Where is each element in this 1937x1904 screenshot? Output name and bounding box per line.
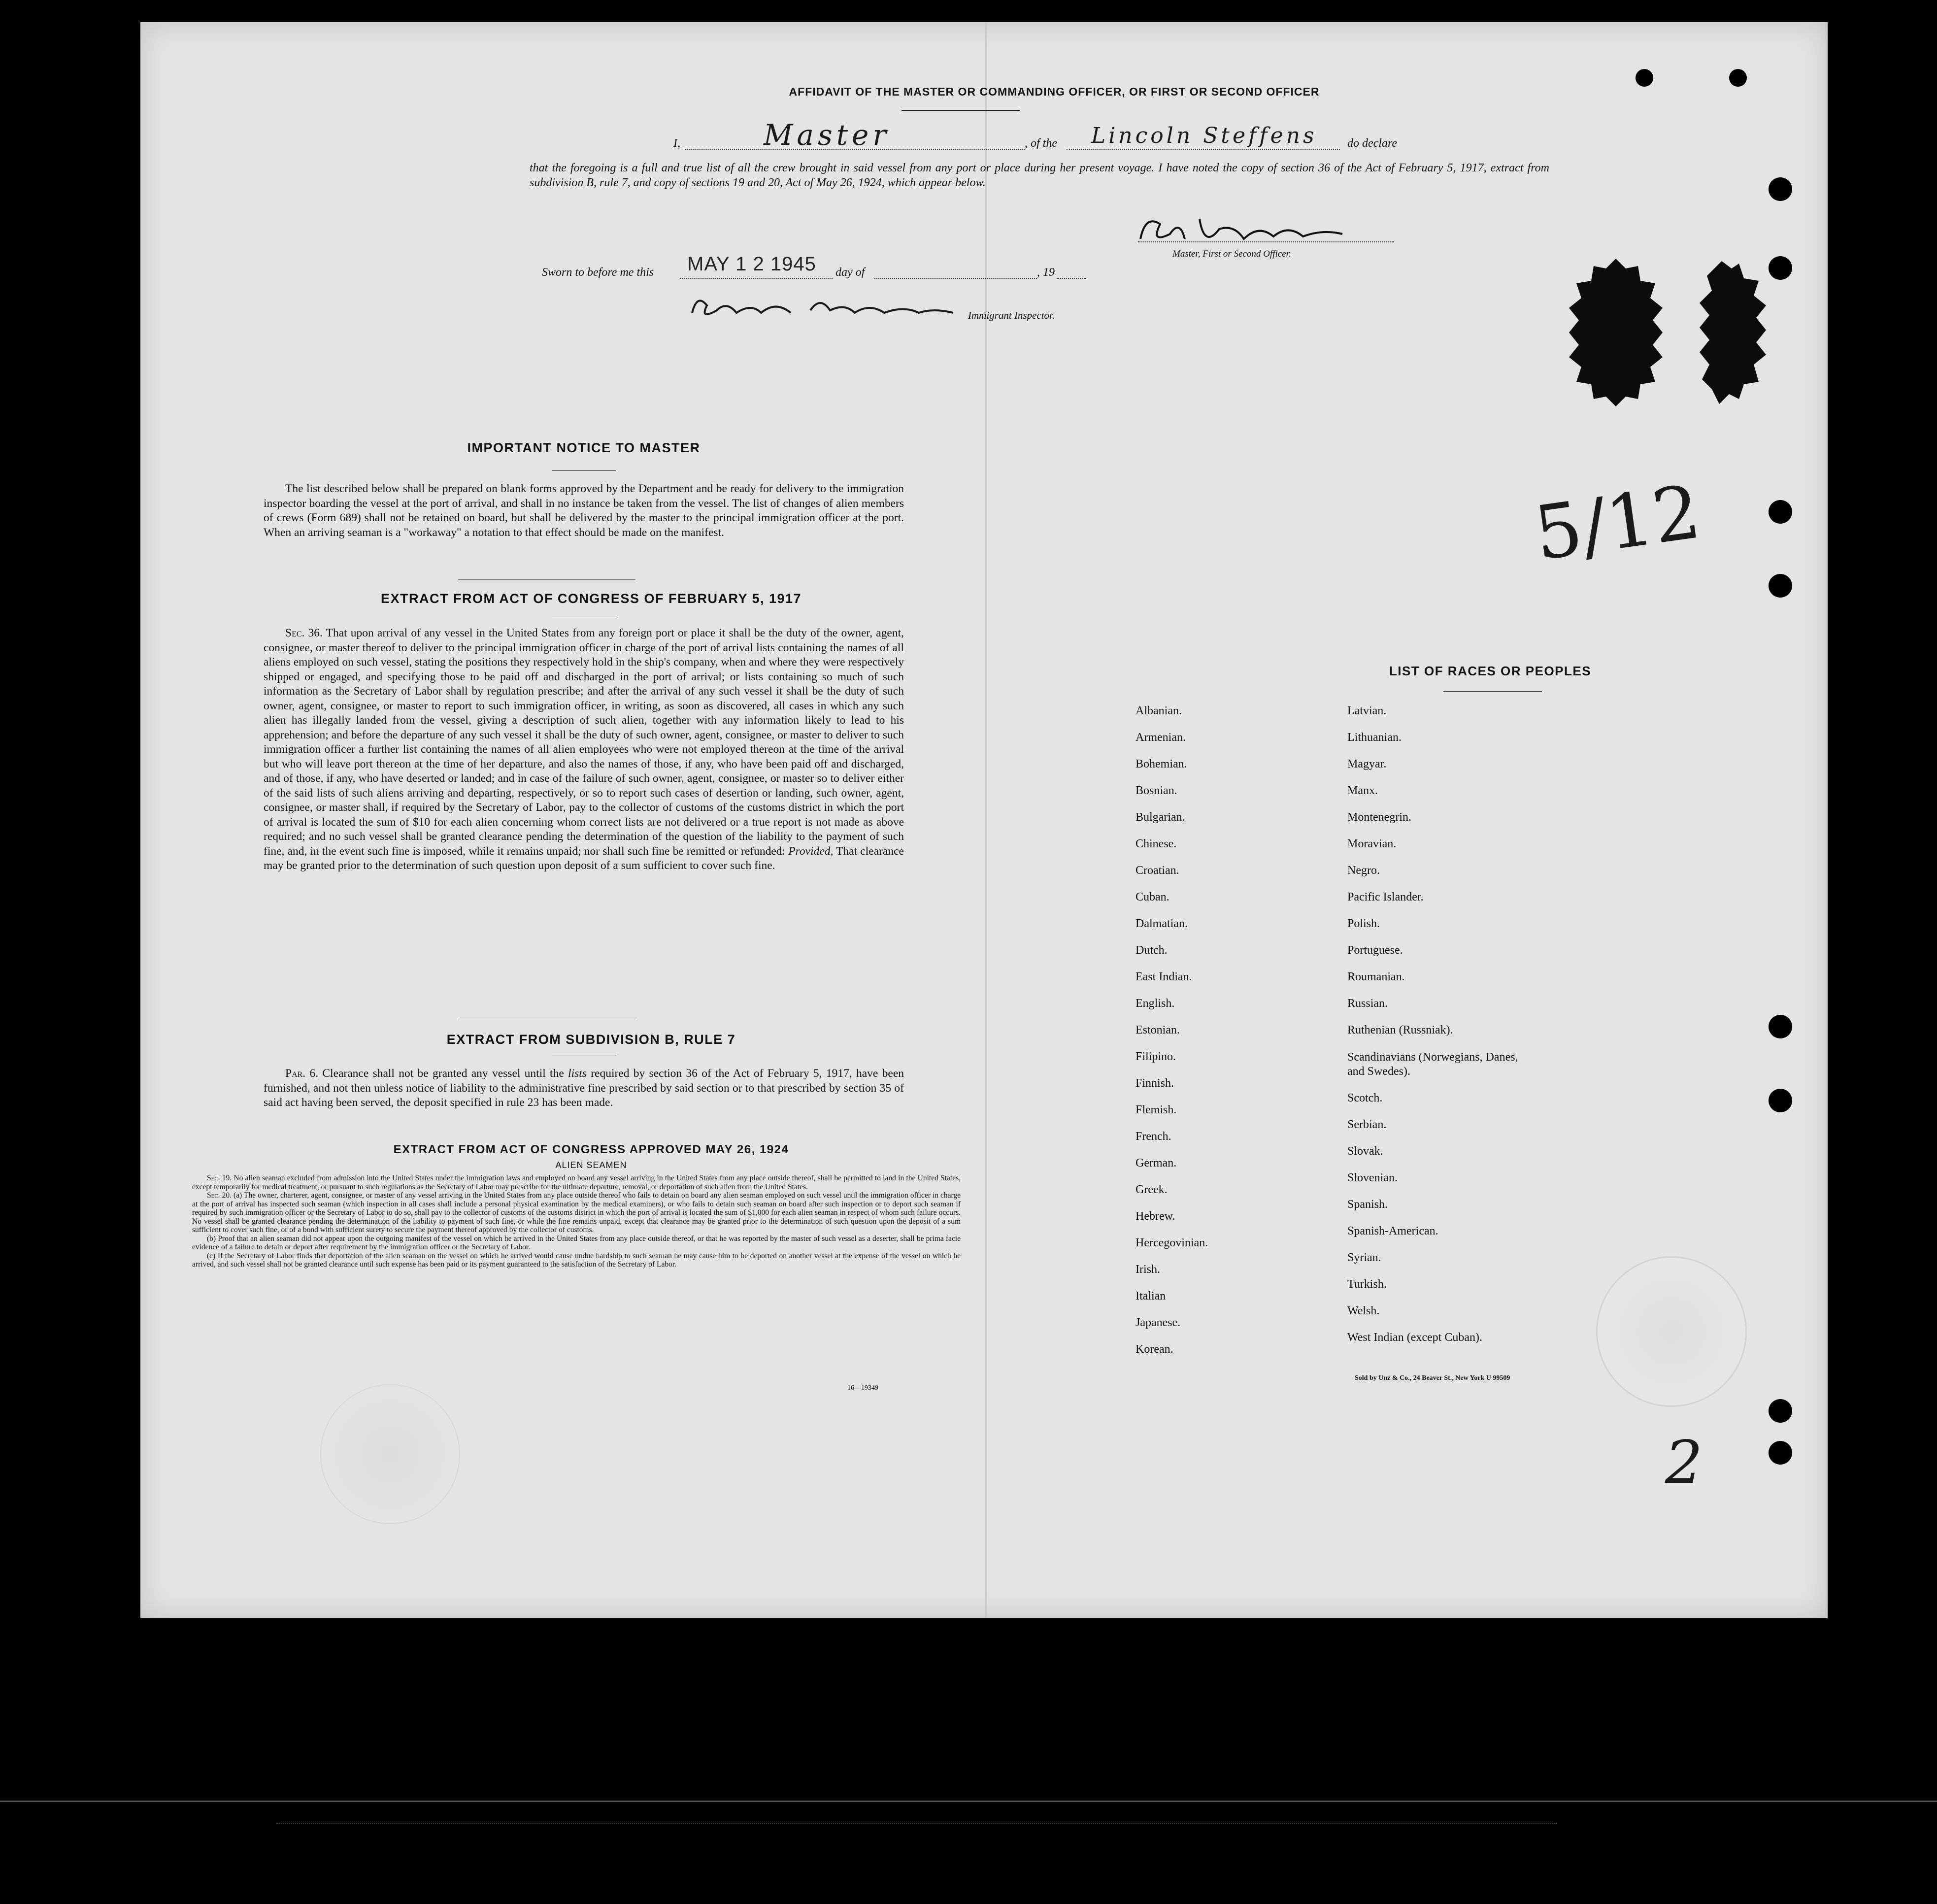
sec19-paragraph: [192, 1174, 961, 1191]
rule7-text-a: Clearance shall not be granted any vessel until the: [322, 1067, 564, 1080]
race-item: Spanish.: [1347, 1198, 1388, 1211]
punch-hole: [1729, 69, 1747, 87]
race-item: English.: [1135, 997, 1175, 1010]
inspector-caption: Immigrant Inspector.: [968, 309, 1055, 321]
race-item: Syrian.: [1347, 1251, 1381, 1264]
punch-hole: [1636, 69, 1653, 87]
extract-1917-heading: EXTRACT FROM ACT OF CONGRESS OF FEBRUARY 5, 1917: [380, 591, 802, 606]
year-prefix: , 19: [1037, 266, 1055, 279]
notice-rule: [552, 470, 616, 471]
race-item: Welsh.: [1347, 1304, 1380, 1317]
handwritten-page-fraction: 5/12: [1529, 469, 1706, 577]
race-item: Croatian.: [1135, 864, 1179, 877]
punch-hole: [1769, 1441, 1792, 1465]
race-item: Flemish.: [1135, 1103, 1177, 1116]
race-item: Magyar.: [1347, 758, 1387, 770]
month-field: [874, 263, 1037, 279]
race-item: German.: [1135, 1157, 1177, 1169]
race-item: East Indian.: [1135, 970, 1192, 983]
prefix-i: I,: [673, 137, 680, 150]
punch-hole: [1769, 1015, 1792, 1038]
punch-hole: [1769, 256, 1792, 280]
alien-seamen-subheading: ALIEN SEAMEN: [555, 1160, 627, 1170]
extract-1917-body: [264, 626, 904, 873]
extract-1924-heading: EXTRACT FROM ACT OF CONGRESS APPROVED MAY 26, 1924: [393, 1143, 789, 1156]
race-item: Estonian.: [1135, 1024, 1180, 1036]
affidavit-rule: [902, 110, 1020, 111]
race-item: Greek.: [1135, 1183, 1168, 1196]
race-item: Turkish.: [1347, 1278, 1387, 1291]
rule7-heading: EXTRACT FROM SUBDIVISION B, RULE 7: [446, 1032, 736, 1047]
race-item: Korean.: [1135, 1343, 1173, 1356]
do-declare-label: do declare: [1347, 137, 1398, 150]
par6-label: Par. 6.: [285, 1067, 319, 1080]
race-item: West Indian (except Cuban).: [1347, 1331, 1482, 1344]
affidavit-line-1: [525, 118, 1549, 153]
handwritten-page-number: 2: [1665, 1429, 1703, 1497]
sec20b-text: (b) Proof that an alien seaman did not appear upon the outgoing manifest of the vessel on which he arrived in the United States from any place outside thereof, or that he was reported by the master of such vessel as a deserter, shall be prima facie evidence of a failure to detain or deport after requirement by the immigration officer or the Secretary of Labor.: [192, 1234, 961, 1251]
race-item: Russian.: [1347, 997, 1388, 1010]
center-fold: [985, 22, 987, 1618]
races-rule: [1443, 691, 1542, 692]
sec36-label: Sec. 36.: [285, 627, 323, 639]
race-item: Lithuanian.: [1347, 731, 1402, 744]
officer-caption: Master, First or Second Officer.: [1172, 249, 1291, 259]
printer-note: Sold by Unz & Co., 24 Beaver St., New York U 99509: [1355, 1374, 1510, 1382]
race-item: Japanese.: [1135, 1316, 1181, 1329]
sec19-label: Sec. 19.: [207, 1174, 232, 1182]
race-item: Manx.: [1347, 784, 1378, 797]
sec20a-text: (a) The owner, charterer, agent, consignee, or master of any vessel arriving in the United States from any place outside thereof who fails to detain on board any alien seaman employed on such vessel until the immigration officer in charge at the port of arrival has inspected such seaman (which inspection in all cases shall include a personal physical examination by the medical examiners), or who fails to detain such seaman on board after such inspection or to deport such seaman if required by such immigration officer or the Secretary of Labor to do so, shall pay to the collector of customs of the customs district in which the port of arrival is located the sum of $1,000 for each alien seaman in respect of whom such failure occurs. No vessel shall be granted clearance pending the determination of the liability to payment of such fine, or while the fine remains unpaid, except that clearance may be granted prior to the determination of such question upon the deposit of a sum sufficient to cover such fine, or of a bond with sufficient surety to secure the payment thereof approved by the collector of customs.: [192, 1191, 961, 1234]
sworn-prefix: Sworn to before me this: [542, 266, 654, 279]
stamped-date: MAY 1 2 1945: [687, 253, 816, 275]
race-item: Negro.: [1347, 864, 1380, 877]
race-item: Montenegrin.: [1347, 811, 1411, 824]
wax-seal-left: [1567, 254, 1665, 411]
race-item: Scotch.: [1347, 1092, 1383, 1104]
race-item: Albanian.: [1135, 704, 1182, 717]
race-item: Hercegovinian.: [1135, 1236, 1208, 1249]
officer-signature-line: [1138, 241, 1394, 242]
race-item: Ruthenian (Russniak).: [1347, 1024, 1453, 1036]
proviso-label: Provided,: [788, 844, 834, 858]
form-number: 16—19349: [847, 1384, 878, 1392]
race-item: Filipino.: [1135, 1050, 1176, 1063]
race-item: Spanish-American.: [1347, 1225, 1438, 1237]
race-item: Bohemian.: [1135, 758, 1187, 770]
punch-hole: [1769, 500, 1792, 524]
race-item: Polish.: [1347, 917, 1380, 930]
embossed-seal-right: [1596, 1256, 1747, 1407]
race-item: Slovenian.: [1347, 1171, 1398, 1184]
race-item: Cuban.: [1135, 891, 1169, 903]
document-page: [140, 22, 1828, 1618]
race-item: Italian: [1135, 1290, 1166, 1303]
race-item: Pacific Islander.: [1347, 891, 1424, 903]
inspector-signature: [687, 291, 963, 325]
rule7-body: [264, 1067, 904, 1110]
race-item: Scandinavians (Norwegians, Danes, and Swedes).: [1347, 1051, 1518, 1078]
year-field: [1057, 263, 1086, 279]
punch-hole: [1769, 574, 1792, 598]
sec20b-paragraph: [192, 1235, 961, 1252]
races-heading: LIST OF RACES OR PEOPLES: [1389, 664, 1592, 678]
handwritten-vessel: Lincoln Steffens: [1091, 123, 1317, 148]
notice-heading: IMPORTANT NOTICE TO MASTER: [467, 440, 701, 455]
race-item: Dutch.: [1135, 944, 1168, 957]
punch-hole: [1769, 1399, 1792, 1423]
affidavit-body: that the foregoing is a full and true list of all the crew brought in said vessel from any port or place during her present voyage. I have noted the copy of section 36 of the Act of February 5, 1917, extract from subdivision B, rule 7, and copy of sections 19 and 20, Act of May 26, 1924, which appear below.: [530, 162, 1549, 189]
punch-hole: [1769, 177, 1792, 201]
sec20c-paragraph: [192, 1252, 961, 1269]
of-the-label: , of the: [1025, 137, 1057, 150]
race-item: Irish.: [1135, 1263, 1160, 1276]
sec19-text: No alien seaman excluded from admission into the United States under the immigration laws and employed on board any vessel arriving in the United States from any place outside thereof, shall be permitted to land in the United States, except temporarily for medical treatment, or pursuant to such regulations as the Secretary of Labor may prescribe for the ultimate departure, removal, or deportation of such alien from the United States.: [192, 1174, 961, 1191]
handwritten-rank: Master: [764, 118, 891, 152]
race-item: Portuguese.: [1347, 944, 1403, 957]
race-item: Serbian.: [1347, 1118, 1387, 1131]
race-item: Latvian.: [1347, 704, 1387, 717]
rule7-text-b: required by section 36 of the Act of February 5, 1917, have been furnished, and not then unless notice of liability to the administrative fine prescribed by said section or to that prescribed by section 35 of said act having been served, the deposit specified in rule 23 has been made.: [264, 1067, 904, 1109]
notice-divider: [458, 579, 635, 580]
race-item: French.: [1135, 1130, 1171, 1143]
punch-hole: [1769, 1089, 1792, 1112]
sec36-text: That upon arrival of any vessel in the United States from any foreign port or place it shall be the duty of the owner, agent, consignee, or master thereof to deliver to the principal immigration officer in charge of the port of arrival lists containing the names of all aliens employed on such vessel, stating the positions they respectively hold in the ship's company, when and where they were respectively shipped or engaged, and specifying those to be paid off and discharged in the port of arrival; or lists containing so much of such information as the Secretary of Labor shall by regulation prescribe; and after the arrival of any such vessel it shall be the duty of such owner, agent, consignee, or master to report to such immigration officer, in writing, as soon as discovered, all cases in which any such alien has illegally landed from the vessel, giving a description of such alien, together with any information likely to lead to his apprehension; and before the departure of any such vessel it shall be the duty of such owner, agent, consignee, or master to deliver to such immigration officer a further list containing the names of all alien employees who were not employed thereon at the time of the arrival but who will leave port thereon at the time of her departure, and also the names of those, if any, who have been paid off and discharged, and of those, if any, who have deserted or landed; and in case of the failure of such owner, agent, consignee, or master so to deliver either of the said lists of such aliens arriving and departing, respectively, or so to report such cases of desertion or landing, such owner, agent, consignee, or master shall, if required by the Secretary of Labor, pay to the collector of customs of the customs district in which the port of arrival is located the sum of $10 for each alien concerning whom correct lists are not delivered or a true report is not made as above required; and no such vessel shall be granted clearance pending the determination of the question of the liability to the payment of such fine, and, in the event such fine is imposed, while it remains unpaid; nor shall such fine be remitted or refunded:: [264, 627, 904, 858]
race-item: Chinese.: [1135, 837, 1177, 850]
sec20a-paragraph: [192, 1191, 961, 1235]
film-edge-dots: [276, 1823, 1557, 1825]
race-item: Hebrew.: [1135, 1210, 1175, 1223]
affidavit-heading: AFFIDAVIT OF THE MASTER OR COMMANDING OFFICER, OR FIRST OR SECOND OFFICER: [789, 85, 1320, 98]
race-item: Roumanian.: [1347, 970, 1405, 983]
wax-seal-right: [1692, 256, 1771, 409]
race-item: Bosnian.: [1135, 784, 1177, 797]
film-edge-line: [0, 1801, 1937, 1802]
race-item: Dalmatian.: [1135, 917, 1188, 930]
notice-body: [264, 482, 904, 540]
race-item: Moravian.: [1347, 837, 1397, 850]
proviso-text: That clearance may be granted prior to the determination of such question upon deposit of a sum sufficient to cover such fine.: [264, 844, 904, 872]
extract-1924-body: [192, 1174, 961, 1269]
race-item: Slovak.: [1347, 1145, 1383, 1158]
race-item: Bulgarian.: [1135, 811, 1185, 824]
notice-text: The list described below shall be prepared on blank forms approved by the Department and be ready for delivery to the immigration inspector boarding the vessel at the port of arrival, and shall in no instance be taken from the vessel. The list of changes of alien members of crews (Form 689) shall not be retained on board, but shall be delivered by the master to the principal immigration officer at the port. When an arriving seaman is a "workaway" a notation to that effect should be made on the manifest.: [264, 482, 904, 539]
embossed-seal-left: [320, 1384, 460, 1524]
race-item: Finnish.: [1135, 1077, 1174, 1090]
day-of-label: day of: [835, 266, 865, 279]
race-item: Armenian.: [1135, 731, 1186, 744]
sec20c-text: (c) If the Secretary of Labor finds that deportation of the alien seaman on the vessel on which he arrived would cause undue hardship to such seaman he may cause him to be deported on another vessel at the expense of the vessel on which he arrived, and such vessel shall not be granted clearance until such expense has been paid or its payment guaranteed to the satisfaction of the Secretary of Labor.: [192, 1251, 961, 1269]
sec20-label: Sec. 20.: [207, 1191, 232, 1200]
rule7-lists: lists: [568, 1067, 587, 1080]
